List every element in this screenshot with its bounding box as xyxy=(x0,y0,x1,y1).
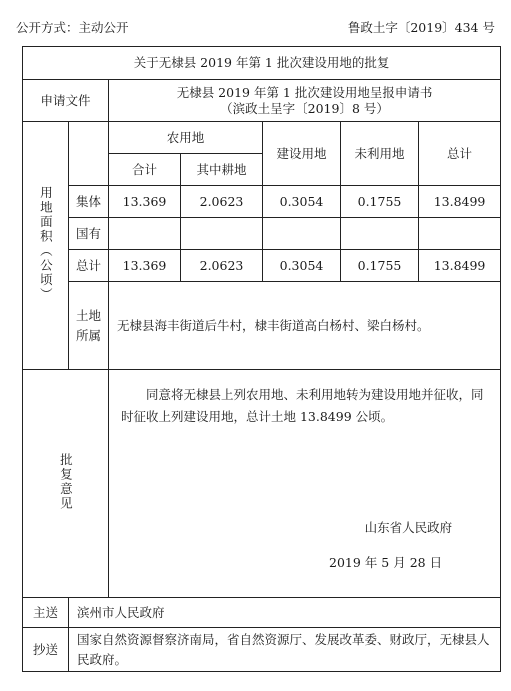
cell-construction: 0.3054 xyxy=(263,250,341,282)
cell-cultivated: 2.0623 xyxy=(181,186,263,218)
approval-label-text: 批复意见 xyxy=(58,452,74,511)
main-recipient-value: 滨州市人民政府 xyxy=(69,598,501,628)
cell-unused: 0.1755 xyxy=(341,186,419,218)
unused-header: 未利用地 xyxy=(341,122,419,186)
approval-label xyxy=(23,370,109,598)
cell-total: 13.8499 xyxy=(419,250,501,282)
issue-date: 2019 年 5 月 28 日 xyxy=(329,555,443,571)
ownership-value: 无棣县海丰街道后牛村，棣丰街道高白杨村、梁白杨村。 xyxy=(109,282,501,370)
main-recipient-label: 主送 xyxy=(23,598,69,628)
cell-construction xyxy=(263,218,341,250)
ownership-label-text: 土地所属 xyxy=(75,307,101,343)
table-row xyxy=(23,218,501,250)
cell-unused: 0.1755 xyxy=(341,250,419,282)
cc-value: 国家自然资源督察济南局，省自然资源厅、发展改革委、财政厅，无棣县人民政府。 xyxy=(69,628,501,672)
application-file-name: 无棣县 2019 年第 1 批次建设用地呈报申请书 xyxy=(176,84,433,100)
signature-block xyxy=(109,520,500,571)
cell-total: 13.8499 xyxy=(419,186,501,218)
approval-text: 同意将无棣县上列农用地、未利用地转为建设用地并征收，同时征收上列建设用地，总计土地 13.8499 公顷。 xyxy=(121,387,484,424)
cell-total xyxy=(419,218,501,250)
application-label: 申请文件 xyxy=(23,80,109,122)
area-side-label-text: 用地面积（公顷） xyxy=(38,185,54,302)
row-label-total: 总计 xyxy=(69,250,109,282)
approval-table xyxy=(22,46,501,672)
area-side-label xyxy=(23,122,69,370)
cell-subtotal: 13.369 xyxy=(109,186,181,218)
empty-corner xyxy=(69,122,109,186)
table-row xyxy=(23,186,501,218)
application-file xyxy=(109,80,501,122)
cell-subtotal xyxy=(109,218,181,250)
disclosure-mode: 公开方式：主动公开 xyxy=(16,20,129,35)
cc-label: 抄送 xyxy=(23,628,69,672)
document-number: 鲁政土字〔2019〕434 号 xyxy=(347,20,495,35)
ownership-label xyxy=(69,282,109,370)
cell-construction: 0.3054 xyxy=(263,186,341,218)
issuer: 山东省人民政府 xyxy=(364,519,453,535)
cultivated-header: 其中耕地 xyxy=(181,154,263,186)
construction-header: 建设用地 xyxy=(263,122,341,186)
cell-subtotal: 13.369 xyxy=(109,250,181,282)
application-file-number: （滨政土呈字〔2019〕8 号） xyxy=(220,100,389,116)
document-title: 关于无棣县 2019 年第 1 批次建设用地的批复 xyxy=(23,47,501,80)
row-label-collective: 集体 xyxy=(69,186,109,218)
cell-cultivated: 2.0623 xyxy=(181,250,263,282)
total-header: 总计 xyxy=(419,122,501,186)
cell-unused xyxy=(341,218,419,250)
row-label-state: 国有 xyxy=(69,218,109,250)
subtotal-header: 合计 xyxy=(109,154,181,186)
cell-cultivated xyxy=(181,218,263,250)
approval-content xyxy=(109,370,501,598)
farmland-header: 农用地 xyxy=(109,122,263,154)
table-row xyxy=(23,250,501,282)
